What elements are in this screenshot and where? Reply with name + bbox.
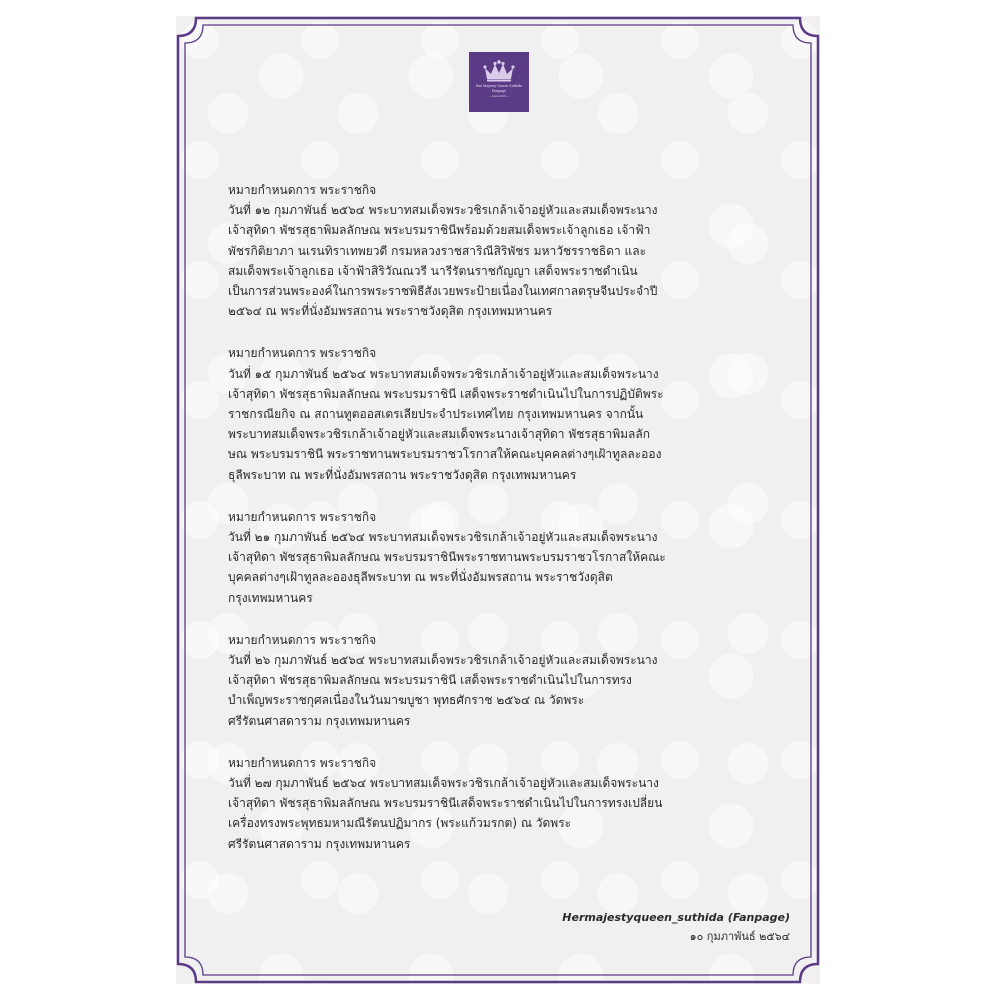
entry-line: วันที่ ๑๒ กุมภาพันธ์ ๒๕๖๔ พระบาทสมเด็จพระวชิรเกล้าเจ้าอยู่หัวและสมเด็จพระนาง <box>228 203 658 218</box>
entry-heading: หมายกำหนดการ พระราชกิจ <box>228 183 377 197</box>
entry-line: เจ้าสุทิดา พัชรสุธาพิมลลักษณ พระบรมราชินีพร้อมด้วยสมเด็จพระเจ้าลูกเธอ เจ้าฟ้า <box>228 223 651 238</box>
entry-line: ธุลีพระบาท ณ พระที่นั่งอัมพรสถาน พระราชวังดุสิต กรุงเทพมหานคร <box>228 467 577 482</box>
entry-line: วันที่ ๒๖ กุมภาพันธ์ ๒๕๖๔ พระบาทสมเด็จพระวชิรเกล้าเจ้าอยู่หัวและสมเด็จพระนาง <box>228 653 658 668</box>
entry-line: วันที่ ๑๕ กุมภาพันธ์ ๒๕๖๔ พระบาทสมเด็จพระวชิรเกล้าเจ้าอยู่หัวและสมเด็จพระนาง <box>228 366 659 381</box>
schedule-entry <box>228 343 788 484</box>
schedule-body <box>228 180 788 876</box>
schedule-entry <box>228 180 788 321</box>
entry-line: พระบาทสมเด็จพระวชิรเกล้าเจ้าอยู่หัวและสมเด็จพระนางเจ้าสุทิดา พัชรสุธาพิมลลัก <box>228 427 650 442</box>
entry-line: สมเด็จพระเจ้าลูกเธอ เจ้าฟ้าสิริวัณณวรี นารีรัตนราชกัญญา เสด็จพระราชดำเนิน <box>228 263 638 278</box>
entry-line: เป็นการส่วนพระองค์ในการพระราชพิธีสังเวยพระป้ายเนื่องในเทศกาลตรุษจีนประจำปี <box>228 284 658 299</box>
logo-tagline: ~ since 2019 ~ <box>488 94 510 98</box>
entry-line: เครื่องทรงพระพุทธมหามณีรัตนปฏิมากร (พระแก้วมรกต) ณ วัดพระ <box>228 816 572 831</box>
entry-line: ราชกรณียกิจ ณ สถานทูตออสเตรเลียประจำประเทศไทย กรุงเทพมหานคร จากนั้น <box>228 407 644 422</box>
logo-subtitle: Fanpage <box>491 89 507 94</box>
entry-line: ษณ พระบรมราชินี พระราชทานพระบรมราชวโรกาสให้คณะบุคคลต่างๆเฝ้าทูลละออง <box>228 447 662 462</box>
signature-date: ๑๐ กุมภาพันธ์ ๒๕๖๔ <box>689 930 790 943</box>
entry-heading: หมายกำหนดการ พระราชกิจ <box>228 346 377 361</box>
entry-line: วันที่ ๒๗ กุมภาพันธ์ ๒๕๖๔ พระบาทสมเด็จพระวชิรเกล้าเจ้าอยู่หัวและสมเด็จพระนาง <box>228 776 659 791</box>
signature-block <box>562 908 790 946</box>
logo-title: Her Majesty Queen Suthida <box>475 84 523 88</box>
entry-line: เจ้าสุทิดา พัชรสุธาพิมลลักษณ พระบรมราชินีเสด็จพระราชดำเนินไปในการทรงเปลี่ยน <box>228 796 663 811</box>
entry-line: เจ้าสุทิดา พัชรสุธาพิมลลักษณ พระบรมราชินี เสด็จพระราชดำเนินไปในการทรง <box>228 673 632 688</box>
schedule-entry <box>228 753 788 854</box>
entry-heading: หมายกำหนดการ พระราชกิจ <box>228 509 377 524</box>
entry-line: ๒๕๖๔ ณ พระที่นั่งอัมพรสถาน พระราชวังดุสิต กรุงเทพมหานคร <box>228 304 553 319</box>
entry-line: บำเพ็ญพระราชกุศลเนื่องในวันมาฆบูชา พุทธศักราช ๒๕๖๔ ณ วัดพระ <box>228 693 585 708</box>
entry-line: วันที่ ๒๑ กุมภาพันธ์ ๒๕๖๔ พระบาทสมเด็จพระวชิรเกล้าเจ้าอยู่หัวและสมเด็จพระนาง <box>228 530 658 545</box>
entry-line: ศรีรัตนศาสดาราม กรุงเทพมหานคร <box>228 713 411 728</box>
entry-line: เจ้าสุทิดา พัชรสุธาพิมลลักษณ พระบรมราชินี เสด็จพระราชดำเนินไปในการปฏิบัติพระ <box>228 386 664 401</box>
schedule-entry <box>228 630 788 731</box>
fanpage-logo <box>469 52 529 112</box>
entry-heading: หมายกำหนดการ พระราชกิจ <box>228 632 377 647</box>
signature-handle: Hermajestyqueen_suthida (Fanpage) <box>562 911 790 924</box>
entry-heading: หมายกำหนดการ พระราชกิจ <box>228 755 377 770</box>
entry-line: ศรีรัตนศาสดาราม กรุงเทพมหานคร <box>228 836 411 851</box>
entry-line: กรุงเทพมหานคร <box>228 590 313 605</box>
entry-line: บุคคลต่างๆเฝ้าทูลละอองธุลีพระบาท ณ พระที่นั่งอัมพรสถาน พระราชวังดุสิต <box>228 570 613 585</box>
entry-line: เจ้าสุทิดา พัชรสุธาพิมลลักษณ พระบรมราชินีพระราชทานพระบรมราชวโรกาสให้คณะ <box>228 550 666 565</box>
entry-line: พัชรกิติยาภา นเรนทิราเทพยวดี กรมหลวงราชสาริณีสิริพัชร มหาวัชรราชธิดา และ <box>228 243 647 258</box>
crown-icon <box>482 60 516 82</box>
schedule-entry <box>228 507 788 608</box>
